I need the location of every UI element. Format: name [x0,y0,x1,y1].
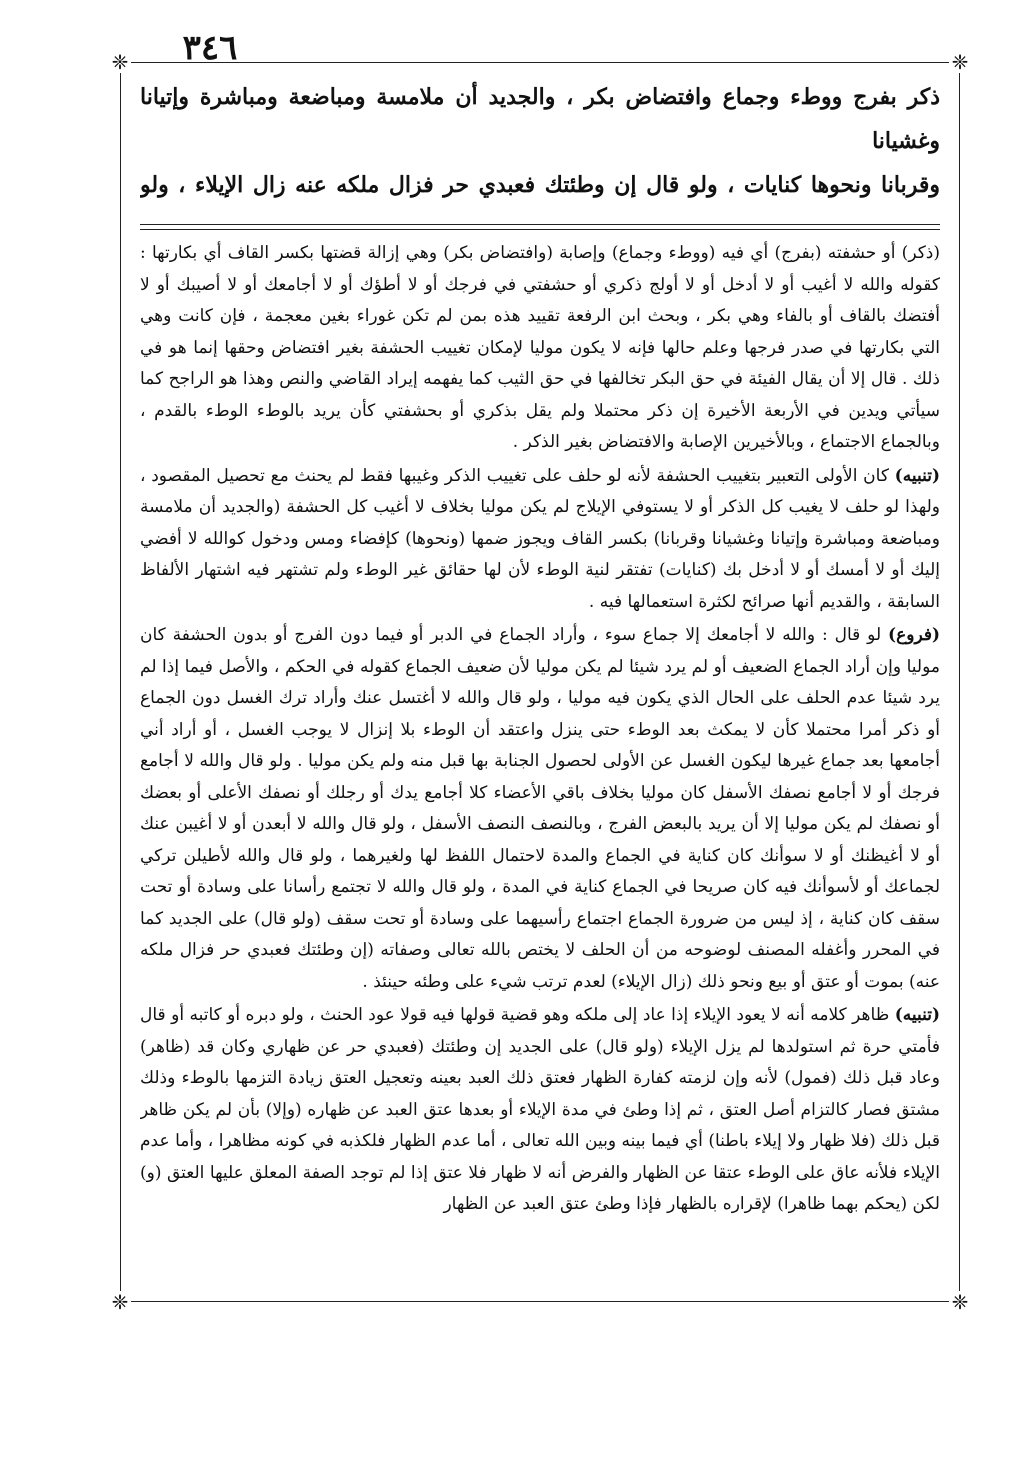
commentary-paragraph [140,1000,940,1221]
main-text [140,75,940,215]
main-text-line: ذكر بفرج ووطء وجماع وافتضاض بكر ، والجديد أن ملامسة ومباضعة ومباشرة وإتيانا وغشيانا [140,84,940,154]
commentary-paragraph [140,238,940,459]
divider-line [140,224,940,225]
corner-ornament-icon: ❈ [949,1291,971,1313]
divider-line [140,229,940,230]
commentary-paragraph [140,461,940,619]
commentary-text: (ذكر) أو حشفته (بفرج) أي فيه (ووطء وجماع) وإصابة (وافتضاض بكر) وهي إزالة قضتها بكسر القاف أي بكارتها : كقوله والله لا أغيب أو لا أدخل أو لا أولج ذكري أو حشفتي في فرجك أو لا أطؤك أو لا أجامعك أو لا أصيبك أو لا أفتضك بالقاف أو بالفاء وهي بكر ، وبحث ابن الرفعة تقييد هذه بمن لم تكن غوراء بغين معجمة ، فإن كانت وهي التي بكارتها في صدر فرجها وعلم حالها فإنه لا يكون موليا لإمكان تغييب الحشفة بغير افتضاض وحقها إنما هو في ذلك . قال إلا أن يقال الفيئة في حق البكر تخالفها في حق الثيب كما يفهمه إيراد القاضي والنص وهذا هو الراجح كما سيأتي ويدين في الأربعة الأخيرة إن ذكر محتملا ولم يقل بذكري أو بحشفتي كأن يريد بالوطء الوطء بالقدم ، وبالجماع الاجتماع ، وبالأخيرين الإصابة والافتضاض بغير الذكر . [140,243,940,452]
commentary-paragraph [140,620,940,998]
corner-ornament-icon: ❈ [949,51,971,73]
page-number: ٣٤٦ [182,28,238,68]
commentary [140,238,940,1293]
commentary-text: ظاهر كلامه أنه لا يعود الإيلاء إذا عاد إلى ملكه وهو قضية قولها فيه قولا عود الحنث ، ولو دبره أو كاتبه أو قال فأمتي حرة ثم استولدها لم يزل الإيلاء (ولو قال) على الجديد إن وطئتك (فعبدي حر عن ظهاري وكان قد (ظاهر) وعاد قبل ذلك (فمول) لأنه وإن لزمته كفارة الظهار فعتق ذلك العبد بعينه وتعجيل العتق زيادة التزمها بالوطء وذلك مشتق فصار كالتزام أصل العتق ، ثم إذا وطئ في مدة الإيلاء أو بعدها عتق العبد عن ظهاره (وإلا) بأن لم يكن ظاهر قبل ذلك (فلا ظهار ولا إيلاء باطنا) أي فيما بينه وبين الله تعالى ، أما عدم الظهار فلكذبه في كونه مظاهرا ، وأما عدم الإيلاء فلأنه عاق على الوطء عتقا عن الظهار والفرض أنه لا ظهار فلا عتق إذا لم توجد الصفة المعلق عليها العتق (و) لكن (يحكم بهما ظاهرا) لإقراره بالظهار فإذا وطئ عتق العبد عن الظهار [140,1005,940,1214]
section-heading: (تنبيه) [894,1005,940,1025]
corner-ornament-icon: ❈ [109,51,131,73]
commentary-text: لو قال : والله لا أجامعك إلا جماع سوء ، وأراد الجماع في الدبر أو فيما دون الفرج أو بدون الحشفة كان موليا وإن أراد الجماع الضعيف أو لم يرد شيئا لم يكن موليا لأن ضعيف الجماع كقوله في الحكم ، والأصل فيما إذا لم يرد شيئا عدم الحلف على الحال الذي يكون فيه موليا ، ولو قال والله لا أغتسل عنك وأراد ترك الغسل دون الجماع أو ذكر أمرا محتملا كأن لا يمكث بعد الوطء حتى ينزل واعتقد أن الوطء بلا إنزال لا يوجب الغسل ، أو أراد أني أجامعها بعد جماع غيرها ليكون الغسل عن الأولى لحصول الجنابة بها قبل منه ولم يكن موليا . ولو قال والله لا أجامع فرجك أو لا أجامع نصفك الأسفل كان موليا بخلاف باقي الأعضاء كلا أجامع يدك أو رجلك أو نصفك الأعلى أو بعضك أو نصفك لم يكن موليا إلا أن يريد بالبعض الفرج ، وبالنصف النصف الأسفل ، ولو قال والله لا أبعدن أو لا أغيبن عنك أو لا أغيظنك أو لا سوأنك كان كناية في الجماع والمدة لاحتمال اللفظ لها ولغيرهما ، ولو قال والله لأطيلن تركي لجماعك أو لأسوأنك فيه كان صريحا في الجماع كناية في المدة ، ولو قال والله لا تجتمع رأسانا على وسادة أو تحت سقف كان كناية ، إذ ليس من ضرورة الجماع اجتماع رأسيهما على وسادة أو تحت سقف (ولو قال) على الجديد كما في المحرر وأغفله المصنف لوضوحه من أن الحلف لا يختص بالله تعالى وصفاته (إن وطئتك فعبدي حر فزال ملكه عنه) بموت أو عتق أو بيع ونحو ذلك (زال الإيلاء) لعدم ترتب شيء على وطئه حينئذ . [140,625,940,992]
corner-ornament-icon: ❈ [109,1291,131,1313]
commentary-text: كان الأولى التعبير بتغييب الحشفة لأنه لو حلف على تغييب الذكر وغيبها فقط لم يحنث مع تحصيل المقصود ، ولهذا لو حلف لا يغيب كل الذكر أو لا يستوفي الإيلاج لم يكن موليا بخلاف لا أغيب كل الحشفة (والجديد أن ملامسة ومباضعة ومباشرة وإتيانا وغشيانا وقربانا) بكسر القاف ويجوز ضمها (ونحوها) كإفضاء ومس ودخول كوالله لا أفضي إليك أو لا أمسك أو لا أدخل بك (كنايات) تفتقر لنية الوطء لأن لها حقائق غير الوطء ولم تشتهر فيه اشتهار الألفاظ السابقة ، والقديم أنها صرائح لكثرة استعمالها فيه . [140,465,940,612]
main-text-line: وقربانا ونحوها كنايات ، ولو قال إن وطئتك فعبدي حر فزال ملكه عنه زال الإيلاء ، ولو [140,172,940,198]
section-heading: (تنبيه) [894,465,940,486]
section-heading: (فروع) [888,625,940,645]
